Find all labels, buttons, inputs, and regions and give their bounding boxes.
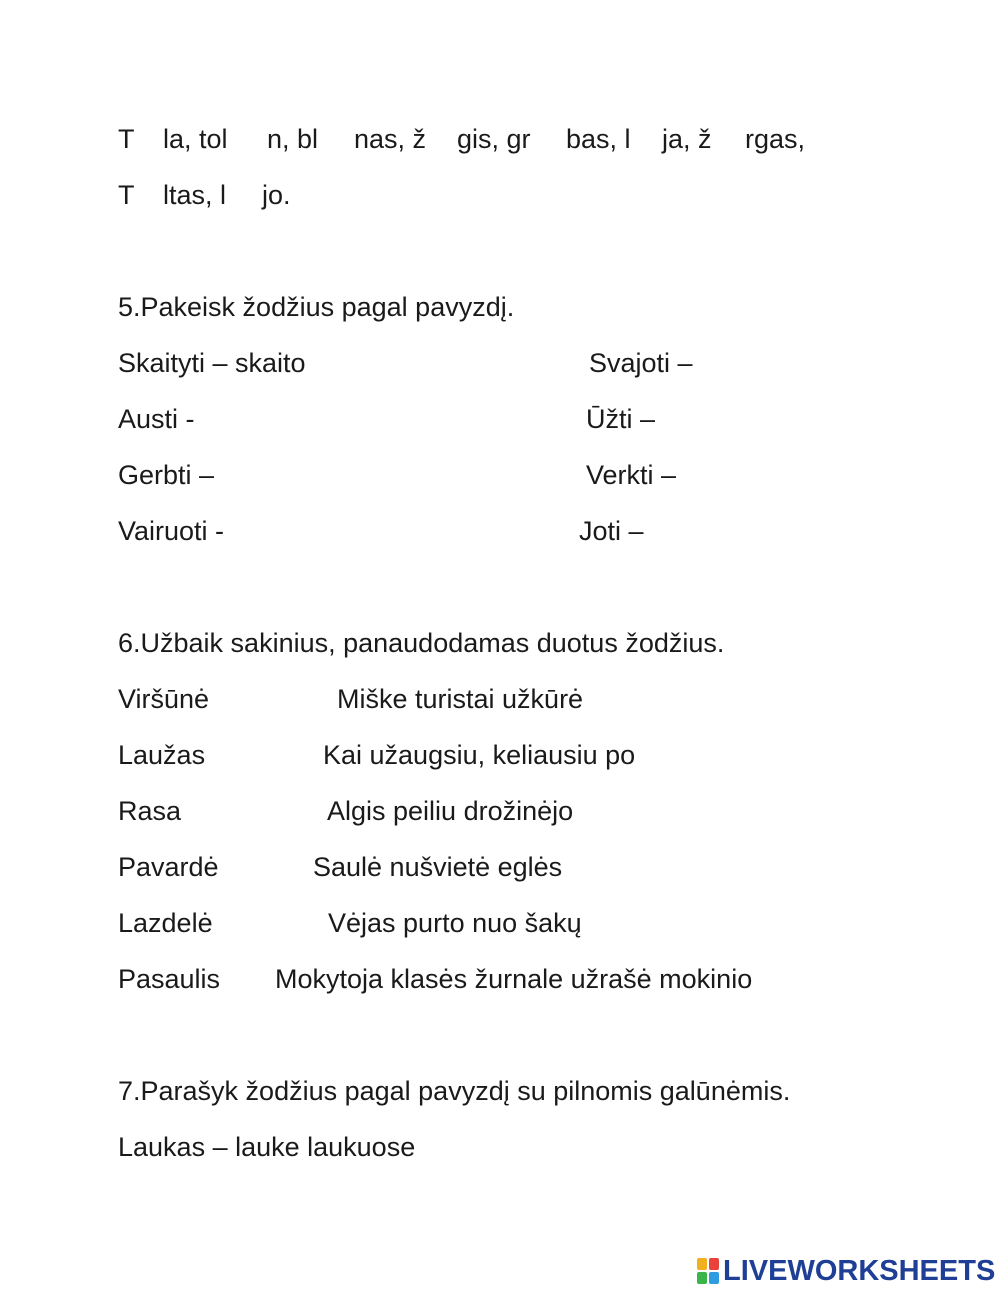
word-fragment: bas, l — [566, 124, 631, 154]
exercise-5-heading: 5.Pakeisk žodžius pagal pavyzdį. — [118, 292, 515, 322]
exercise-5-left-word: Skaityti – skaito — [118, 348, 306, 378]
exercise-6-sentence: Vėjas purto nuo šakų — [328, 908, 582, 938]
word-fragment: nas, ž — [354, 124, 427, 154]
exercise-6-word: Rasa — [118, 796, 182, 826]
word-fragment: T — [118, 124, 135, 154]
exercise-6-sentence: Algis peiliu drožinėjo — [327, 796, 574, 826]
exercise-6-word: Laužas — [118, 740, 206, 770]
exercise-6-word: Viršūnė — [118, 684, 210, 714]
exercise-5-right-word: Joti – — [579, 516, 644, 546]
exercise-5-right-word: Verkti – — [586, 460, 677, 490]
exercise-7-heading: 7.Parašyk žodžius pagal pavyzdį su pilnomis galūnėmis. — [118, 1076, 791, 1106]
word-fragment: jo. — [262, 180, 291, 210]
liveworksheets-logo — [697, 1255, 995, 1287]
word-fragment: gis, gr — [457, 124, 531, 154]
exercise-6-sentence: Saulė nušvietė eglės — [313, 852, 563, 882]
exercise-6-word: Pavardė — [118, 852, 219, 882]
logo-text: LIVEWORKSHEETS — [723, 1254, 996, 1287]
word-fragment: n, bl — [267, 124, 319, 154]
liveworksheets-blocks-icon — [697, 1258, 719, 1284]
exercise-6-sentence: Kai užaugsiu, keliausiu po — [323, 740, 636, 770]
exercise-6-sentence: Miške turistai užkūrė — [337, 684, 584, 714]
exercise-5-left-word: Vairuoti - — [118, 516, 225, 546]
exercise-6-word: Pasaulis — [118, 964, 221, 994]
word-fragment: ltas, l — [163, 180, 227, 210]
word-fragment: ja, ž — [662, 124, 712, 154]
exercise-5-left-word: Gerbti – — [118, 460, 215, 490]
exercise-6-heading: 6.Užbaik sakinius, panaudodamas duotus žodžius. — [118, 628, 725, 658]
word-fragment: T — [118, 180, 135, 210]
exercise-7-example: Laukas – lauke laukuose — [118, 1132, 416, 1162]
exercise-5-right-word: Ūžti – — [586, 404, 656, 434]
exercise-6-word: Lazdelė — [118, 908, 213, 938]
word-fragment: la, tol — [163, 124, 228, 154]
exercise-5-right-word: Svajoti – — [589, 348, 693, 378]
word-fragment: rgas, — [745, 124, 806, 154]
exercise-5-left-word: Austi - — [118, 404, 195, 434]
exercise-6-sentence: Mokytoja klasės žurnale užrašė mokinio — [275, 964, 753, 994]
